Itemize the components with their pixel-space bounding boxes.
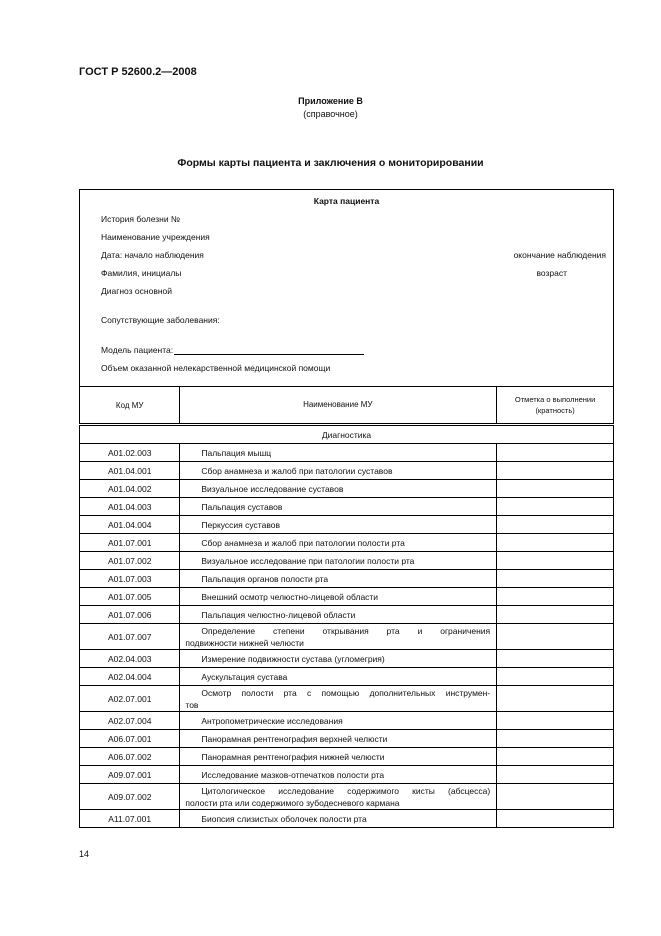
row-code: А01.04.004 — [80, 516, 180, 534]
row-mark — [497, 444, 614, 462]
field-history: История болезни № — [101, 214, 181, 224]
row-mark — [497, 588, 614, 606]
patient-card-title: Карта пациента — [313, 196, 380, 206]
row-name-text: Внешний осмотр челюстно-лицевой области — [201, 591, 379, 602]
row-name-text: Пальпация суставов — [201, 501, 283, 512]
table-row — [80, 462, 614, 480]
row-mark — [497, 570, 614, 588]
row-name — [180, 588, 497, 606]
row-mark — [497, 606, 614, 624]
table-row — [80, 498, 614, 516]
table-row — [80, 748, 614, 766]
row-code: А02.04.003 — [80, 650, 180, 668]
row-mark — [497, 624, 614, 650]
table-row — [80, 588, 614, 606]
row-name-line1: Цитологическое исследование содержимого кисты (абсцесса) — [201, 785, 491, 796]
row-mark — [497, 748, 614, 766]
row-mark — [497, 480, 614, 498]
row-name — [180, 516, 497, 534]
row-name — [180, 444, 497, 462]
row-name — [180, 810, 497, 828]
forms-title: Формы карты пациента и заключения о мониторировании — [177, 157, 484, 169]
field-volume: Объем оказанной нелекарственной медицинской помощи — [101, 363, 331, 373]
table-row — [80, 730, 614, 748]
row-mark — [497, 712, 614, 730]
field-diagnosis: Диагноз основной — [101, 286, 173, 296]
row-name-text: Визуальное исследование суставов — [201, 483, 344, 494]
row-name-text: Измерение подвижности сустава (угломегрия) — [201, 653, 385, 664]
services-table — [79, 386, 614, 828]
section-row — [80, 425, 614, 444]
row-name-line2: тов — [185, 699, 199, 710]
col-name-header: Наименование МУ — [180, 387, 497, 425]
table-row — [80, 606, 614, 624]
table-row — [80, 784, 614, 810]
row-name — [180, 624, 497, 650]
row-code: А06.07.001 — [80, 730, 180, 748]
row-code: А01.07.005 — [80, 588, 180, 606]
row-mark — [497, 766, 614, 784]
row-name — [180, 552, 497, 570]
row-name-line2: подвижности нижней челюсти — [185, 637, 304, 648]
row-mark — [497, 784, 614, 810]
appendix-subtitle: (справочное) — [303, 109, 358, 119]
row-code: А01.07.001 — [80, 534, 180, 552]
field-institution: Наименование учреждения — [101, 232, 210, 242]
row-name — [180, 748, 497, 766]
row-name — [180, 606, 497, 624]
row-code: А01.02.003 — [80, 444, 180, 462]
row-code: А01.07.006 — [80, 606, 180, 624]
table-row — [80, 624, 614, 650]
row-code: А02.07.004 — [80, 712, 180, 730]
row-name — [180, 766, 497, 784]
row-code: А02.04.004 — [80, 668, 180, 686]
row-mark — [497, 686, 614, 712]
col-mark-header-line2: (кратность) — [535, 406, 575, 415]
row-code: А09.07.002 — [80, 784, 180, 810]
table-row — [80, 534, 614, 552]
row-name-line1: Определение степени открывания рта и ограничения — [201, 625, 491, 636]
row-code: А01.07.002 — [80, 552, 180, 570]
row-name-line1: Осмотр полости рта с помощью дополнительных инструмен- — [201, 687, 491, 698]
table-row — [80, 552, 614, 570]
row-name — [180, 784, 497, 810]
table-row — [80, 444, 614, 462]
row-mark — [497, 810, 614, 828]
row-name-line2: полости рта или содержимого зубодесневого кармана — [185, 797, 400, 808]
row-mark — [497, 498, 614, 516]
table-row — [80, 480, 614, 498]
row-name-text: Визуальное исследование при патологии полости рта — [201, 555, 415, 566]
document-standard-header: ГОСТ Р 52600.2—2008 — [79, 66, 197, 78]
row-name-text: Сбор анамнеза и жалоб при патологии суставов — [201, 465, 393, 476]
row-name — [180, 686, 497, 712]
row-name-text: Пальпация органов полости рта — [201, 573, 329, 584]
row-mark — [497, 534, 614, 552]
section-diagnostics: Диагностика — [80, 425, 614, 444]
row-code: А01.07.003 — [80, 570, 180, 588]
page-number: 14 — [79, 849, 90, 859]
row-code: А01.04.003 — [80, 498, 180, 516]
row-mark — [497, 552, 614, 570]
row-name — [180, 462, 497, 480]
col-code-header: Код МУ — [80, 387, 180, 425]
table-row — [80, 712, 614, 730]
field-comorbid: Сопутствующие заболевания: — [101, 315, 220, 325]
row-name-text: Антропометрические исследования — [201, 715, 343, 726]
field-age: возраст — [536, 268, 567, 278]
row-mark — [497, 668, 614, 686]
row-code: А01.04.001 — [80, 462, 180, 480]
field-model — [101, 345, 364, 355]
table-row — [80, 810, 614, 828]
row-mark — [497, 462, 614, 480]
row-code: А06.07.002 — [80, 748, 180, 766]
row-code: А01.07.007 — [80, 624, 180, 650]
field-model-label: Модель пациента: — [101, 345, 174, 355]
row-name-text: Пальпация челюстно-лицевой области — [201, 609, 356, 620]
col-mark-header — [497, 387, 614, 425]
row-name-text: Сбор анамнеза и жалоб при патологии полости рта — [201, 537, 405, 548]
table-row — [80, 570, 614, 588]
row-name — [180, 668, 497, 686]
row-name — [180, 498, 497, 516]
row-mark — [497, 650, 614, 668]
row-name-text: Панорамная рентгенография верхней челюсти — [201, 733, 388, 744]
field-name: Фамилия, инициалы — [101, 268, 182, 278]
row-mark — [497, 730, 614, 748]
appendix-title: Приложение В — [298, 96, 363, 106]
appendix-heading — [0, 95, 661, 121]
table-row — [80, 766, 614, 784]
field-date-end: окончание наблюдения — [513, 250, 606, 260]
table-header-row — [80, 387, 614, 425]
row-name — [180, 480, 497, 498]
col-mark-header-line1: Отметка о выполнении — [514, 395, 596, 404]
row-name-text: Пальпация мышц — [201, 447, 272, 458]
row-name-text: Перкуссия суставов — [201, 519, 280, 530]
row-name-text: Исследование мазков-отпечатков полости рта — [201, 769, 385, 780]
row-name — [180, 534, 497, 552]
row-mark — [497, 516, 614, 534]
row-name — [180, 730, 497, 748]
row-code: А11.07.001 — [80, 810, 180, 828]
row-code: А09.07.001 — [80, 766, 180, 784]
row-name-text: Биопсия слизистых оболочек полости рта — [201, 813, 367, 824]
model-underline — [174, 345, 364, 355]
row-name-text: Панорамная рентгенография нижней челюсти — [201, 751, 385, 762]
row-name — [180, 650, 497, 668]
patient-card — [79, 189, 614, 386]
row-code: А02.07.001 — [80, 686, 180, 712]
table-row — [80, 686, 614, 712]
field-date-start: Дата: начало наблюдения — [101, 250, 204, 260]
table-row — [80, 516, 614, 534]
table-row — [80, 650, 614, 668]
table-row — [80, 668, 614, 686]
row-code: А01.04.002 — [80, 480, 180, 498]
row-name-text: Аускультация сустава — [201, 671, 288, 682]
row-name — [180, 712, 497, 730]
row-name — [180, 570, 497, 588]
